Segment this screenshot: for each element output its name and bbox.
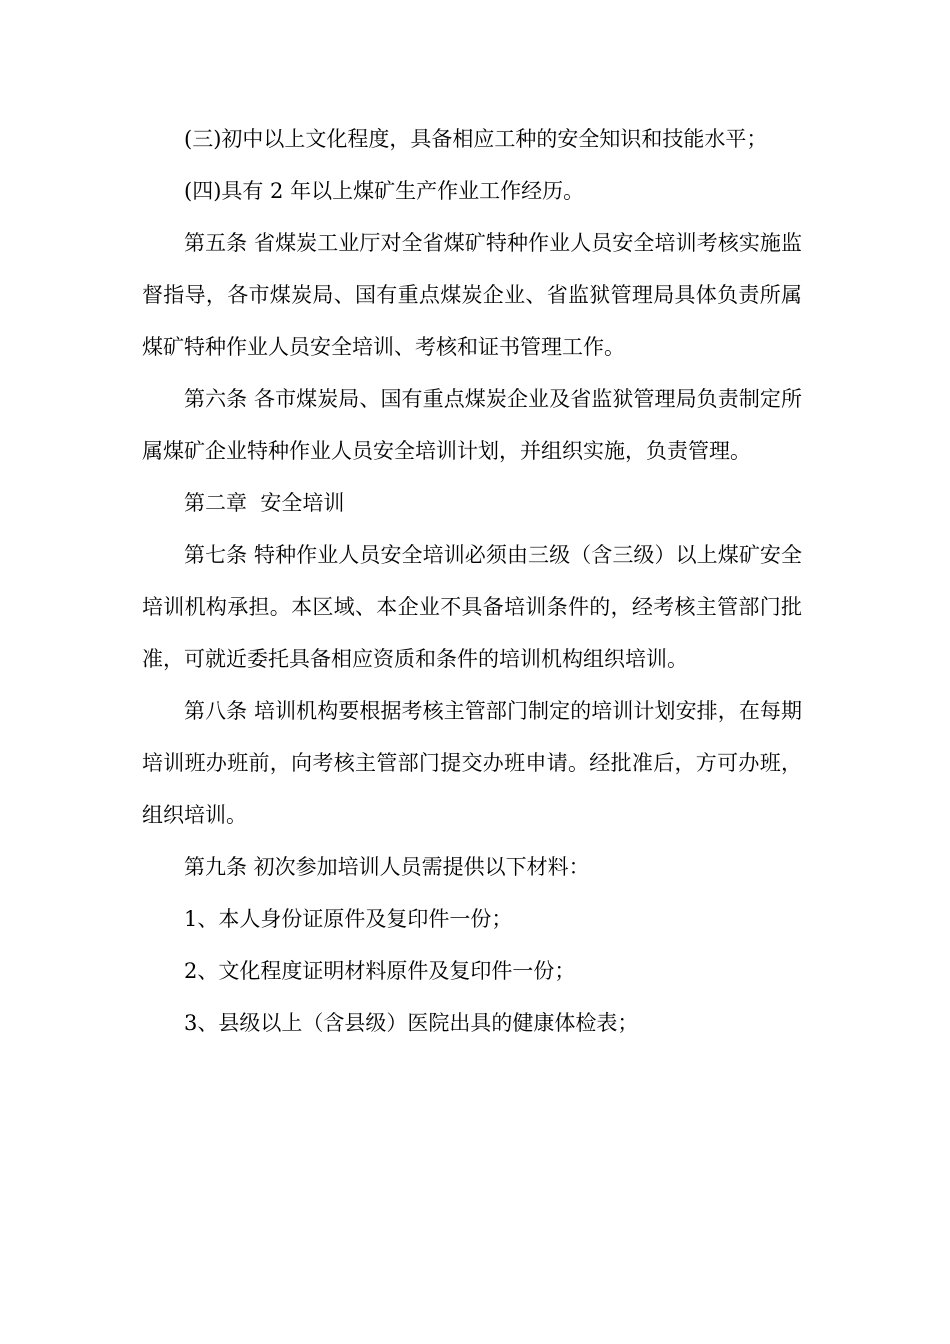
material-list-item-2: 2、文化程度证明材料原件及复印件一份； [184,959,576,983]
document-body [142,113,802,1049]
article-9-paragraph: 第九条 初次参加培训人员需提供以下材料： [184,855,590,879]
material-list-item-1: 1、本人身份证原件及复印件一份； [184,907,513,931]
paragraph-item-4-experience: (四)具有 2 年以上煤矿生产作业工作经历。 [184,179,585,203]
article-7-paragraph: 第七条 特种作业人员安全培训必须由三级（含三级）以上煤矿安全培训机构承担。本区域、本企业不具备培训条件的，经考核主管部门批准，可就近委托具备相应资质和条件的培训机构组织培训。 [142,543,802,671]
chapter-2-heading: 第二章 安全培训 [184,491,345,515]
article-6-paragraph: 第六条 各市煤炭局、国有重点煤炭企业及省监狱管理局负责制定所属煤矿企业特种作业人员安全培训计划，并组织实施，负责管理。 [142,387,802,463]
paragraph-item-3-education: (三)初中以上文化程度，具备相应工种的安全知识和技能水平； [184,127,768,151]
article-5-paragraph: 第五条 省煤炭工业厅对全省煤矿特种作业人员安全培训考核实施监督指导，各市煤炭局、国有重点煤炭企业、省监狱管理局具体负责所属煤矿特种作业人员安全培训、考核和证书管理工作。 [142,231,802,359]
article-8-paragraph: 第八条 培训机构要根据考核主管部门制定的培训计划安排，在每期培训班办班前，向考核主管部门提交办班申请。经批准后，方可办班，组织培训。 [142,699,802,827]
material-list-item-3: 3、县级以上（含县级）医院出具的健康体检表； [184,1011,639,1035]
